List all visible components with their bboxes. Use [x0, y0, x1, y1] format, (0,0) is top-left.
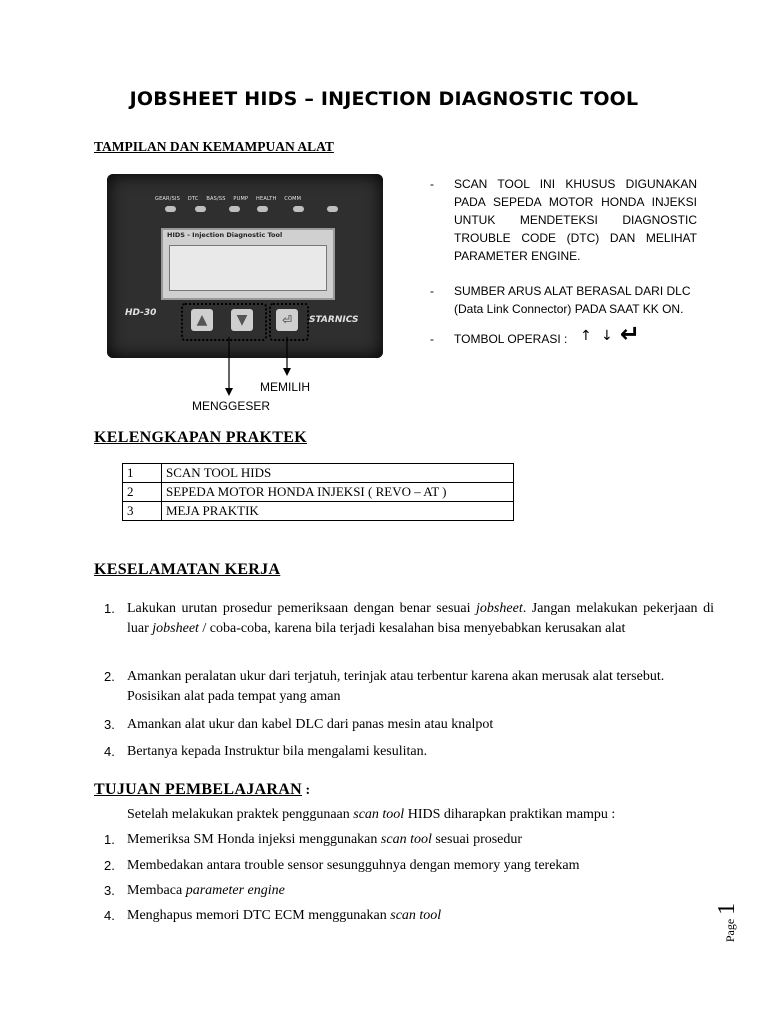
- indicator-label: COMM: [284, 196, 302, 202]
- list-item: Membedakan antara trouble sensor sesungguhnya dengan memory yang terekam: [127, 858, 580, 873]
- callout-memilih: MEMILIH: [260, 380, 311, 394]
- callout-menggeser: MENGGESER: [192, 399, 271, 413]
- list-number: 2.: [104, 858, 115, 873]
- screen-label: HIDS - Injection Diagnostic Tool: [167, 231, 283, 239]
- section-heading-tampilan: TAMPILAN DAN KEMAMPUAN ALAT: [94, 139, 334, 154]
- list-number: 3.: [104, 883, 115, 898]
- row-item: MEJA PRAKTIK: [162, 502, 514, 521]
- indicator-label: GEAR/SIS: [155, 196, 181, 202]
- enter-button: ⏎: [276, 309, 298, 331]
- table-row: [123, 483, 514, 502]
- up-arrow-button: ▲: [191, 309, 213, 331]
- tujuan-heading-text: TUJUAN PEMBELAJARAN: [94, 781, 302, 798]
- page-num: 1: [714, 902, 741, 915]
- list-item: Amankan alat ukur dan kabel DLC dari panas mesin atau knalpot: [127, 717, 494, 732]
- section-heading-keselamatan: KESELAMATAN KERJA: [94, 561, 281, 578]
- bullet-sumber-arus: SUMBER ARUS ALAT BERASAL DARI DLC (Data Link Connector) PADA SAAT KK ON.: [454, 284, 691, 316]
- list-number: 1.: [104, 601, 115, 616]
- list-item: Bertanya kepada Instruktur bila mengalami kesulitan.: [127, 744, 428, 759]
- tujuan-intro: Setelah melakukan praktek penggunaan scan tool HIDS diharapkan praktikan mampu :: [127, 807, 616, 822]
- list-item: Menghapus memori DTC ECM menggunakan scan tool: [127, 908, 442, 923]
- down-arrow-icon: ↓: [601, 328, 613, 344]
- page-number: [714, 895, 748, 945]
- list-item: Memeriksa SM Honda injeksi menggunakan scan tool sesuai prosedur: [127, 832, 523, 847]
- bullet-scan-tool: SCAN TOOL INI KHUSUS DIGUNAKAN PADA SEPEDA MOTOR HONDA INJEKSI UNTUK MENDETEKSI DIAGNOSTIC TROUBLE CODE (DTC) DAN MELIHAT PARAMETER ENGINE.: [454, 177, 697, 263]
- bullet-dash: -: [430, 332, 434, 346]
- row-number: 3: [123, 502, 162, 521]
- row-number: 2: [123, 483, 162, 502]
- up-arrow-icon: ↑: [580, 328, 592, 344]
- row-item: SCAN TOOL HIDS: [162, 464, 514, 483]
- row-item: SEPEDA MOTOR HONDA INJEKSI ( REVO – AT ): [162, 483, 514, 502]
- list-number: 2.: [104, 669, 115, 684]
- brand-label: STARNICS: [309, 315, 359, 325]
- bullet-dash: -: [430, 177, 434, 191]
- bullet-dash: -: [430, 284, 434, 298]
- list-number: 4.: [104, 744, 115, 759]
- list-number: 3.: [104, 717, 115, 732]
- kelengkapan-table: [122, 463, 514, 521]
- enter-arrow-icon: ↵: [620, 320, 641, 348]
- page-title: JOBSHEET HIDS – INJECTION DIAGNOSTIC TOOL: [129, 88, 639, 110]
- bullet-tombol: TOMBOL OPERASI :: [454, 332, 568, 346]
- section-heading-tujuan: [94, 781, 310, 799]
- tujuan-heading-colon: :: [301, 783, 311, 798]
- model-label: HD-30: [125, 308, 157, 318]
- indicator-label: BAS/SS: [206, 196, 226, 202]
- list-number: 1.: [104, 832, 115, 847]
- page-word: Page: [723, 918, 738, 943]
- table-row: [123, 502, 514, 521]
- list-item: Lakukan urutan prosedur pemeriksaan dengan benar sesuai jobsheet. Jangan melakukan pekerjaan di luar jobsheet / coba-coba, karena bila terjadi kesalahan bisa menyebabkan kerusakan alat: [127, 601, 714, 636]
- indicator-label: DTC: [187, 196, 199, 202]
- table-row: [123, 464, 514, 483]
- row-number: 1: [123, 464, 162, 483]
- list-number: 4.: [104, 908, 115, 923]
- down-arrow-button: ▼: [231, 309, 253, 331]
- indicator-label: PUMP: [233, 196, 249, 202]
- list-item: Membaca parameter engine: [127, 883, 285, 898]
- indicator-label: HEALTH: [256, 196, 277, 202]
- list-item: Amankan peralatan ukur dari terjatuh, terinjak atau terbentur karena akan merusak alat tersebut. Posisikan alat pada tempat yang aman: [127, 669, 665, 704]
- section-heading-kelengkapan: KELENGKAPAN PRAKTEK: [94, 429, 307, 446]
